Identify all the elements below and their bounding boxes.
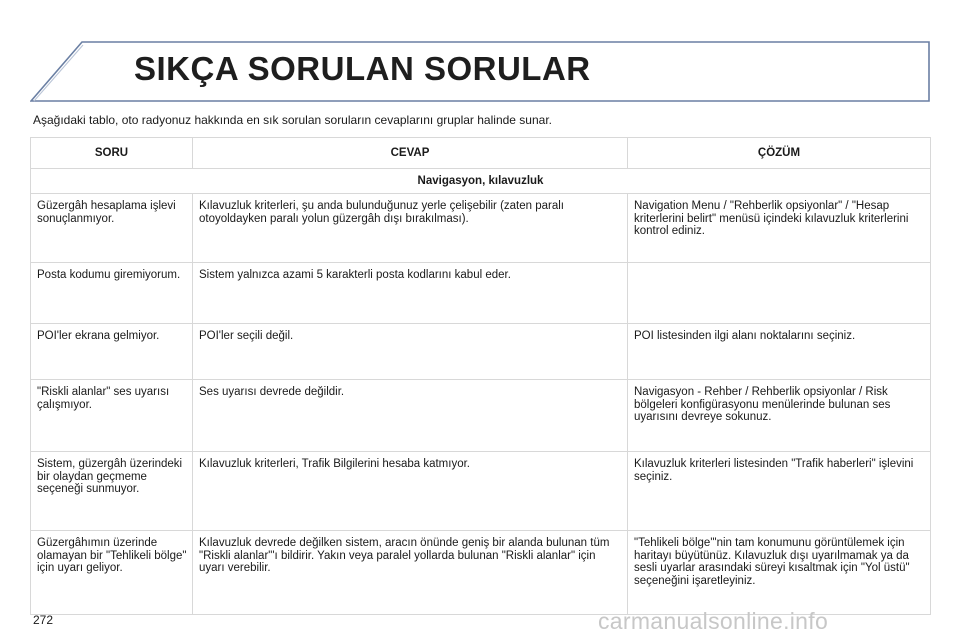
answer-cell: Kılavuzluk kriterleri, Trafik Bilgilerini hesaba katmıyor. (193, 452, 628, 531)
solution-cell: POI listesinden ilgi alanı noktalarını seçiniz. (628, 324, 931, 380)
table-row (31, 324, 931, 380)
question-cell: "Riskli alanlar" ses uyarısı çalışmıyor. (31, 380, 193, 452)
question-cell: Sistem, güzergâh üzerindeki bir olaydan geçmeme seçeneği sunmuyor. (31, 452, 193, 531)
page-title: SIKÇA SORULAN SORULAR (134, 50, 591, 87)
question-cell: Güzergâh hesaplama işlevi sonuçlanmıyor. (31, 194, 193, 263)
solution-cell: Kılavuzluk kriterleri listesinden "Trafik haberleri" işlevini seçiniz. (628, 452, 931, 531)
question-cell: Posta kodumu giremiyorum. (31, 263, 193, 324)
table-row (31, 380, 931, 452)
column-header-answer: CEVAP (193, 138, 628, 169)
section-title: Navigasyon, kılavuzluk (31, 169, 931, 194)
section-row (31, 169, 931, 194)
page-number: 272 (33, 613, 54, 627)
column-header-solution: ÇÖZÜM (628, 138, 931, 169)
answer-cell: Sistem yalnızca azami 5 karakterli posta kodlarını kabul eder. (193, 263, 628, 324)
table-row (31, 263, 931, 324)
table-header-row (31, 138, 931, 169)
question-cell: Güzergâhımın üzerinde olamayan bir "Tehlikeli bölge" için uyarı geliyor. (31, 531, 193, 615)
solution-cell (628, 263, 931, 324)
answer-cell: Kılavuzluk kriterleri, şu anda bulunduğunuz yerle çelişebilir (zaten paralı otoyoldayken paralı yolun güzergâh dışı bırakılması). (193, 194, 628, 263)
faq-table (30, 137, 931, 615)
answer-cell: Ses uyarısı devrede değildir. (193, 380, 628, 452)
table-row (31, 452, 931, 531)
answer-cell: POI'ler seçili değil. (193, 324, 628, 380)
table-row (31, 531, 931, 615)
column-header-question: SORU (31, 138, 193, 169)
solution-cell: Navigasyon - Rehber / Rehberlik opsiyonlar / Risk bölgeleri konfigürasyonu menülerinde bulunan ses uyarısını devreye sokunuz. (628, 380, 931, 452)
table-row (31, 194, 931, 263)
intro-text: Aşağıdaki tablo, oto radyonuz hakkında en sık sorulan soruların cevaplarını gruplar halinde sunar. (33, 113, 552, 127)
answer-cell: Kılavuzluk devrede değilken sistem, aracın önünde geniş bir alanda bulunan tüm "Riskli alanlar"'ı bildirir. Yakın veya paralel yollarda bulunan "Riskli alanlar" için uyarı verebilir. (193, 531, 628, 615)
question-cell: POI'ler ekrana gelmiyor. (31, 324, 193, 380)
solution-cell: "Tehlikeli bölge"'nin tam konumunu görüntülemek için haritayı büyütünüz. Kılavuzluk dışı uyarılmamak ya da sesli uyarlar arasındaki süreyi kısaltmak için "Yol üstü" seçeneğini işaretleyiniz. (628, 531, 931, 615)
solution-cell: Navigation Menu / "Rehberlik opsiyonlar" / "Hesap kriterlerini belirt" menüsü içindeki kılavuzluk kriterlerini kontrol ediniz. (628, 194, 931, 263)
watermark: carmanualsonline.info (598, 608, 829, 634)
